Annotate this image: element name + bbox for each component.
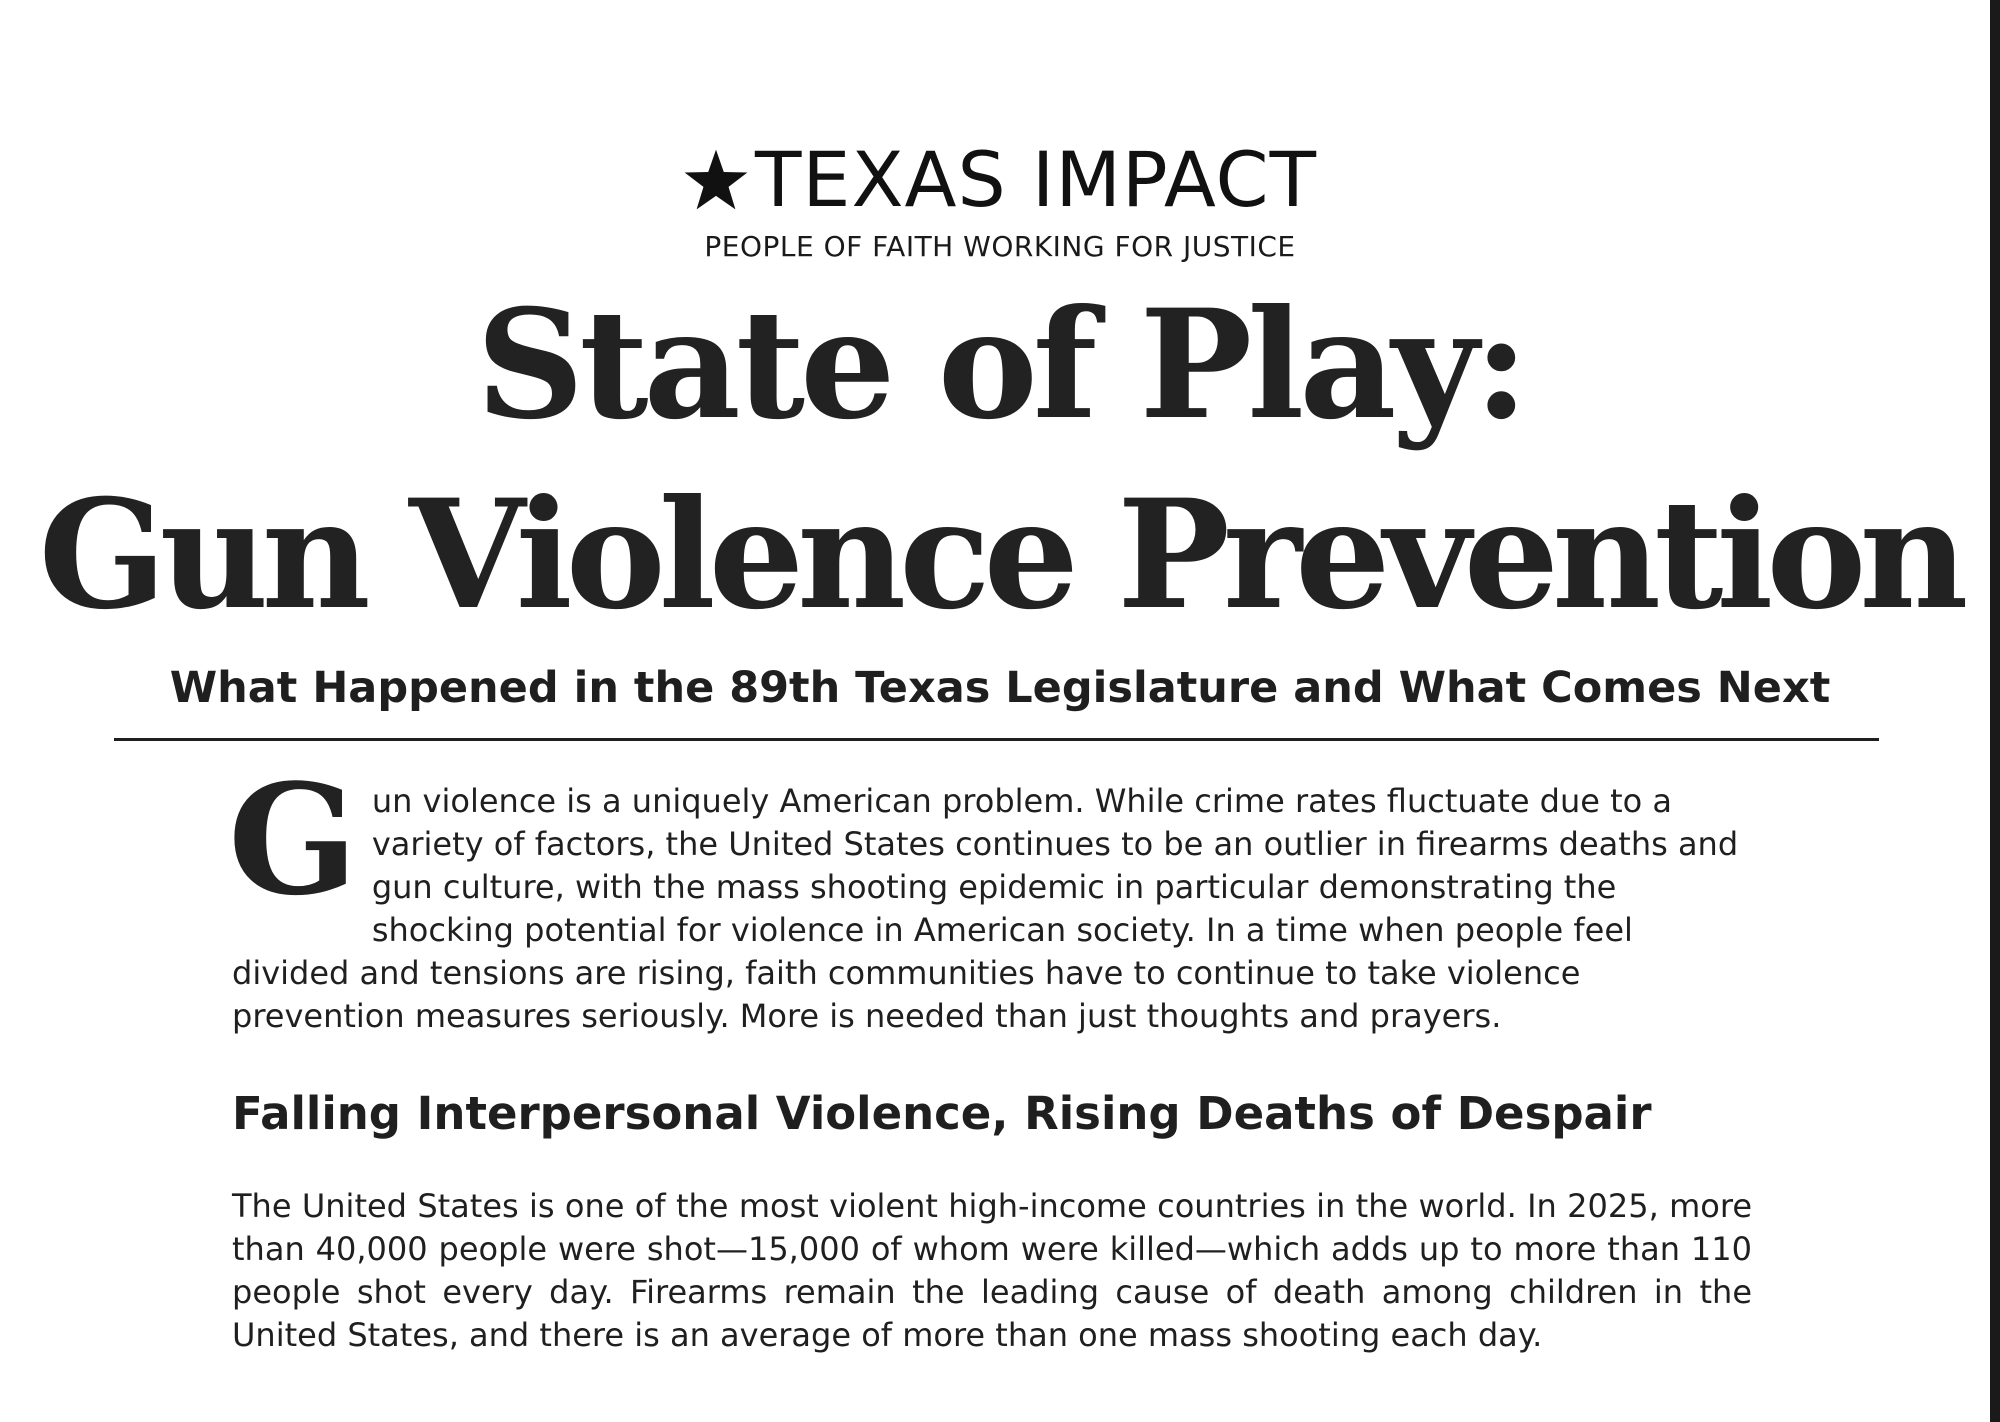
logo-name: TEXAS IMPACT — [755, 135, 1317, 224]
section-heading: Falling Interpersonal Violence, Rising Deaths of Despair — [232, 1087, 1652, 1140]
logo-tagline: PEOPLE OF FAITH WORKING FOR JUSTICE — [704, 230, 1296, 263]
intro-paragraph — [228, 750, 1752, 1038]
subtitle: What Happened in the 89th Texas Legislature and What Comes Next — [169, 663, 1831, 713]
title-line-2: Gun Violence Prevention — [38, 467, 1962, 643]
drop-cap: G — [228, 750, 358, 929]
intro-text: un violence is a uniquely American problem. While crime rates fluctuate due to a variety of factors, the United States continues to be an outlier in firearms deaths and gun culture, with the mass shooting epidemic in particular demonstrating the shocking potential for violence in American society. In a time when people feel divided and tensions are rising, faith communities have to continue to take violence prevention measures seriously. More is needed than just thoughts and prayers. — [232, 782, 1739, 1035]
divider — [114, 738, 1879, 741]
title-line-1: State of Play: — [475, 277, 1525, 453]
logo-wordmark — [683, 135, 1317, 224]
logo — [0, 135, 2000, 224]
page-edge — [1990, 0, 2000, 1422]
section-paragraph: The United States is one of the most violent high-income countries in the world. In 2025, more than 40,000 people were shot—15,000 of whom were killed—which adds up to more than 110 people shot every day. Firearms remain the leading cause of death among children in the United States, and there is an average of more than one mass shooting each day. — [232, 1187, 1752, 1354]
star-icon — [683, 147, 749, 213]
